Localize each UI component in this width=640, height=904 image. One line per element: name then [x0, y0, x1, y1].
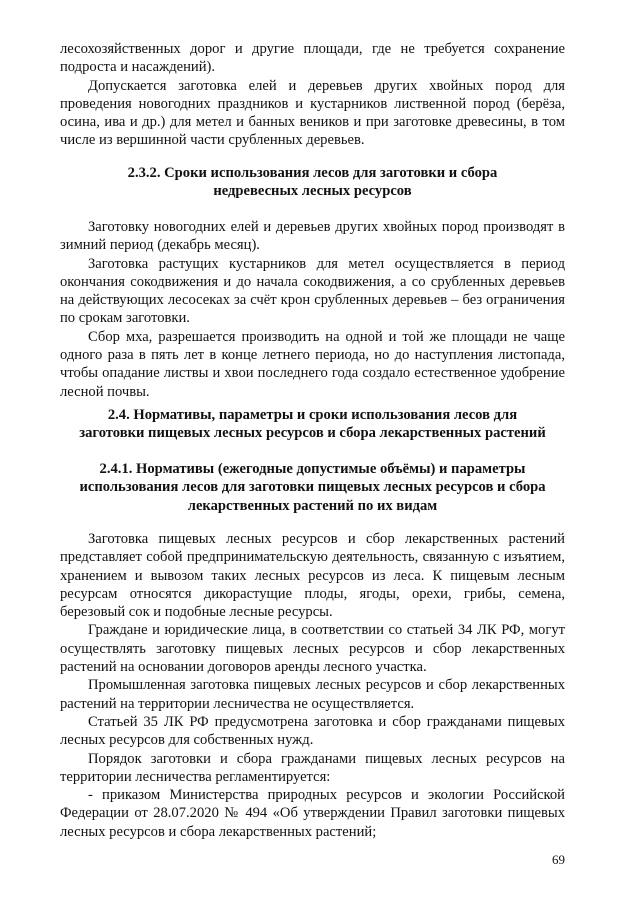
heading-2-4-1-line-1: 2.4.1. Нормативы (ежегодные допустимые объёмы) и параметры: [99, 461, 526, 477]
heading-2-4-1: [60, 460, 565, 515]
paragraph-7: Граждане и юридические лица, в соответствии со статьей 34 ЛК РФ, могут осуществлять заготовку пищевых лесных ресурсов и сбор лекарственных растений на основании договоров аренды лесного участка.: [60, 622, 565, 676]
heading-2-4-1-line-2: использования лесов для заготовки пищевых лесных ресурсов и сбора: [79, 479, 546, 496]
paragraph-11: - приказом Министерства природных ресурсов и экологии Российской Федерации от 28.07.2020 № 494 «Об утверждении Правил заготовки пищевых лесных ресурсов и сбора лекарственных растений;: [60, 787, 565, 840]
section-intro: [60, 40, 565, 150]
paragraph-10: Порядок заготовки и сбора гражданами пищевых лесных ресурсов на территории лесничества регламентируется:: [60, 750, 565, 785]
section-2-4-1-body: [60, 530, 565, 841]
paragraph-8: Промышленная заготовка пищевых лесных ресурсов и сбор лекарственных растений на территории лесничества не осуществляется.: [60, 677, 565, 712]
heading-2-3-2: [60, 164, 565, 201]
paragraph-1: лесохозяйственных дорог и другие площади, где не требуется сохранение подроста и насаждений).: [60, 41, 565, 76]
paragraph-4: Заготовка растущих кустарников для метел осуществляется в период окончания сокодвижения и до начала сокодвижения, а со срубленных деревьев на действующих лесосеках за счёт крон срубленных деревьев – без ограничения по срокам заготовки.: [60, 255, 565, 327]
heading-2-3-2-line-2: недревесных лесных ресурсов: [213, 183, 412, 200]
heading-2-4-line-1: 2.4. Нормативы, параметры и сроки использования лесов для: [107, 407, 518, 423]
heading-2-4-1-line-3: лекарственных растений по их видам: [187, 497, 438, 514]
paragraph-5: Сбор мха, разрешается производить на одной и той же площади не чаще одного раза в пять лет в конце летнего периода, но до наступления листопада, чтобы опадание листвы и хвои последнего года создало естественное удобрение лесной почвы.: [60, 328, 565, 400]
paragraph-6: Заготовка пищевых лесных ресурсов и сбор лекарственных растений представляет собой предпринимательскую деятельность, связанную с изъятием, хранением и вывозом таких лесных ресурсов из леса. К пищевым лесным ресурсам относятся дикорастущие плоды, ягоды, орехи, грибы, семена, березовый сок и подобные лесные ресурсы.: [60, 531, 565, 621]
paragraph-2: Допускается заготовка елей и деревьев других хвойных пород для проведения новогодних праздников и кустарников лиственной пород (берёза, осина, ива и др.) для метел и банных веников и при заготовке древесины, в том числе из вершинной части срубленных деревьев.: [60, 77, 565, 149]
heading-2-4-line-2: заготовки пищевых лесных ресурсов и сбора лекарственных растений: [79, 425, 546, 442]
paragraph-9: Статьей 35 ЛК РФ предусмотрена заготовка и сбор гражданами пищевых лесных ресурсов для собственных нужд.: [60, 713, 565, 749]
section-2-3-2-body: [60, 218, 565, 401]
paragraph-3: Заготовку новогодних елей и деревьев других хвойных пород производят в зимний период (декабрь месяц).: [60, 219, 565, 254]
page-number: 69: [552, 852, 565, 867]
heading-2-3-2-line-1: 2.3.2. Сроки использования лесов для заготовки и сбора: [127, 165, 498, 181]
heading-2-4: [60, 406, 565, 443]
